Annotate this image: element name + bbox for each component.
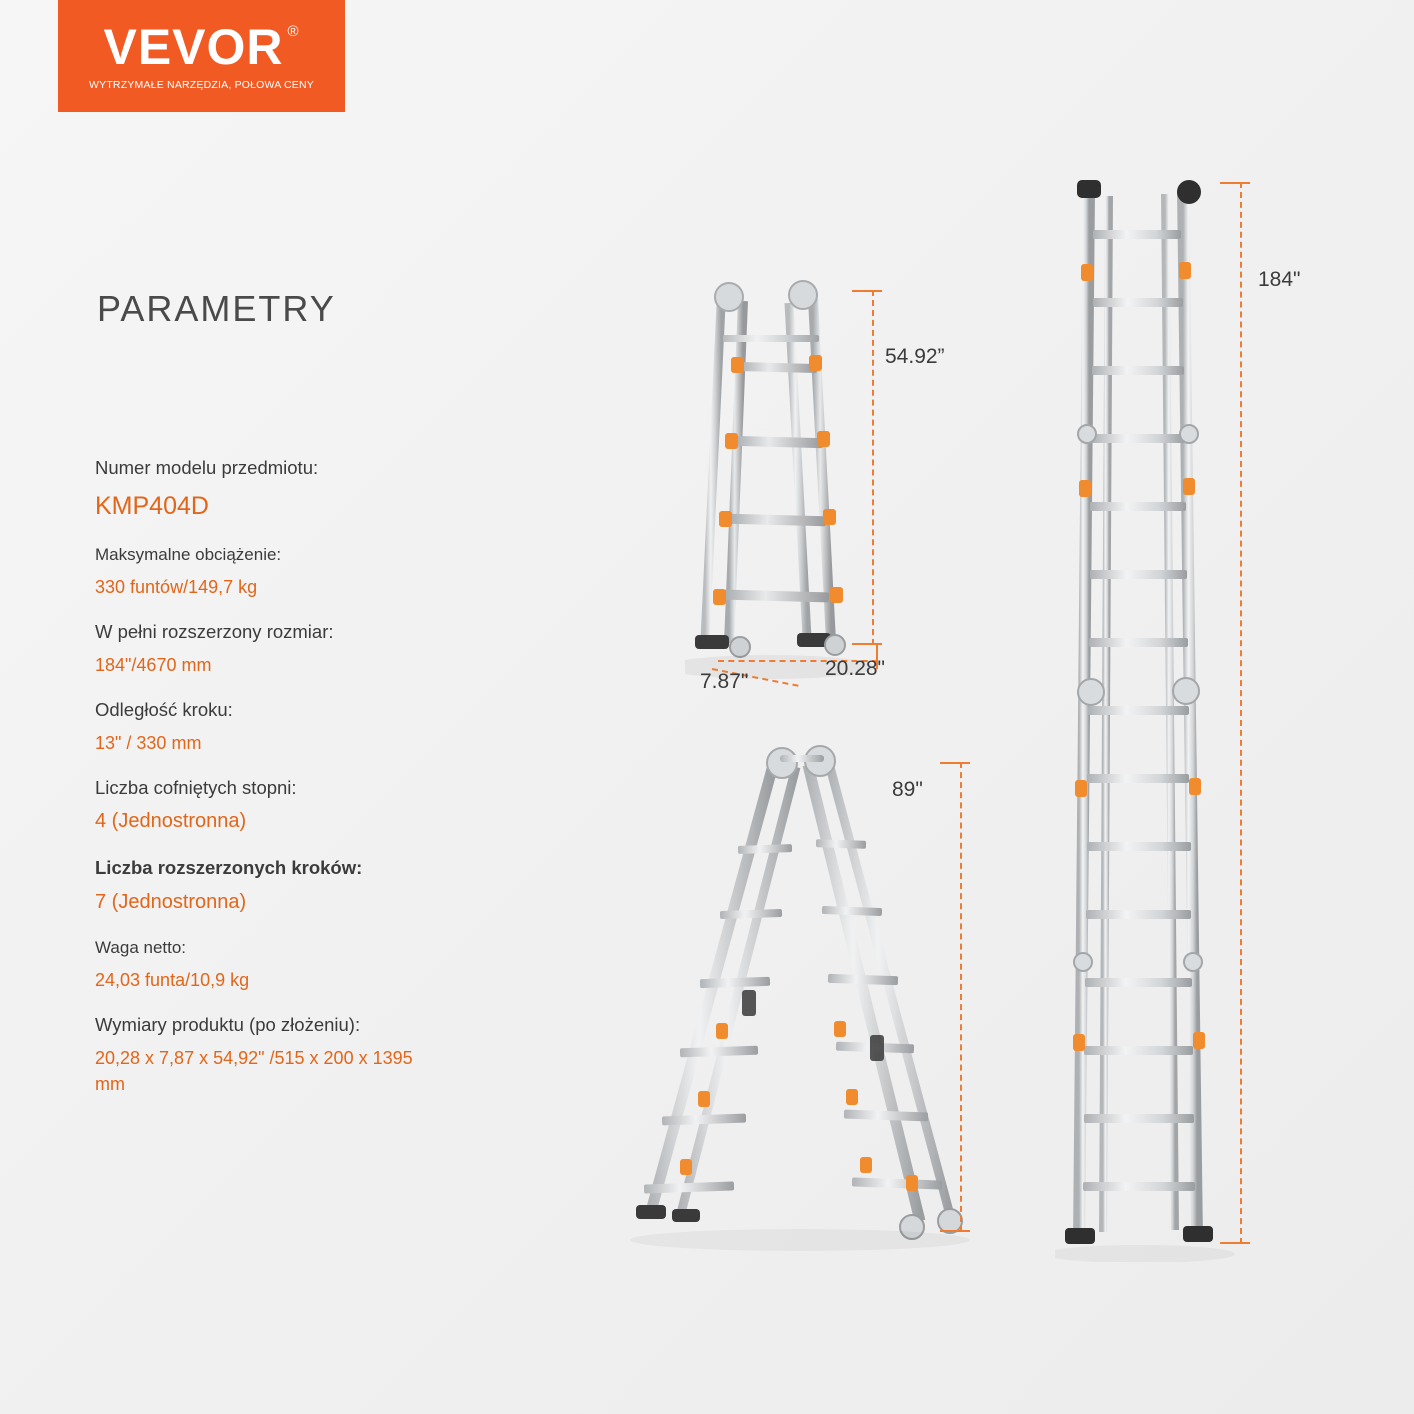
folded-width-label: 20.28" xyxy=(825,657,886,680)
extended-height-tick-top xyxy=(1220,182,1250,184)
brand-name: VEVOR xyxy=(103,18,284,75)
extended-height-label: 184" xyxy=(1258,268,1301,291)
spec-value: 4 (Jednostronna) xyxy=(95,810,247,833)
spec-value: 20,28 x 7,87 x 54,92" /515 x 200 x 1395 mm xyxy=(95,1047,413,1094)
registered-mark: ® xyxy=(287,22,300,40)
spec-value: 7 (Jednostronna) xyxy=(95,891,247,914)
spec-label: Liczba rozszerzonych kroków: xyxy=(95,857,363,879)
folded-height-label: 54.92” xyxy=(885,345,945,368)
a-frame-height-tick-bottom xyxy=(940,1230,970,1232)
spec-item-folded-dimensions xyxy=(95,1012,565,1097)
spec-value: 24,03 funta/10,9 kg xyxy=(95,969,250,990)
spec-label: Wymiary produktu (po złożeniu): xyxy=(95,1013,361,1035)
spec-value: 13" / 330 mm xyxy=(95,732,202,753)
folded-height-dimension-line xyxy=(872,290,874,645)
spec-list xyxy=(95,455,565,1116)
extended-height-dimension-line xyxy=(1240,182,1242,1244)
product-illustrations xyxy=(600,0,1414,1414)
folded-depth-label: 7.87" xyxy=(700,670,749,693)
spec-item-max-load xyxy=(95,543,565,600)
vevor-logo xyxy=(58,0,345,112)
a-frame-height-tick-top xyxy=(940,762,970,764)
extended-ladder-illustration xyxy=(1055,172,1245,1262)
a-frame-height-dimension-line xyxy=(960,762,962,1232)
brand-name-wrapper xyxy=(103,18,300,75)
folded-ladder-illustration xyxy=(685,275,985,695)
extended-height-tick-bottom xyxy=(1220,1242,1250,1244)
spec-item-step-distance xyxy=(95,697,565,756)
brand-tagline: WYTRZYMAŁE NARZĘDZIA, POŁOWA CENY xyxy=(89,78,314,91)
spec-label: Liczba cofniętych stopni: xyxy=(95,776,297,798)
spec-label: Maksymalne obciążenie: xyxy=(95,545,282,565)
a-frame-height-label: 89" xyxy=(892,778,923,801)
spec-label: W pełni rozszerzony rozmiar: xyxy=(95,620,334,642)
a-frame-ladder-illustration xyxy=(620,735,980,1255)
spec-value: 330 funtów/149,7 kg xyxy=(95,576,258,597)
spec-label: Numer modelu przedmiotu: xyxy=(95,457,319,478)
spec-value: 184"/4670 mm xyxy=(95,654,212,675)
spec-label: Waga netto: xyxy=(95,938,187,958)
spec-item-model xyxy=(95,455,565,524)
spec-label: Odległość kroku: xyxy=(95,698,233,720)
spec-item-extended-size xyxy=(95,619,565,678)
page-title: PARAMETRY xyxy=(97,288,336,329)
spec-item-retracted-steps xyxy=(95,775,565,837)
spec-item-extended-steps xyxy=(95,855,565,917)
spec-item-net-weight xyxy=(95,936,565,993)
spec-value: KMP404D xyxy=(95,491,209,520)
folded-height-tick-top xyxy=(852,290,882,292)
